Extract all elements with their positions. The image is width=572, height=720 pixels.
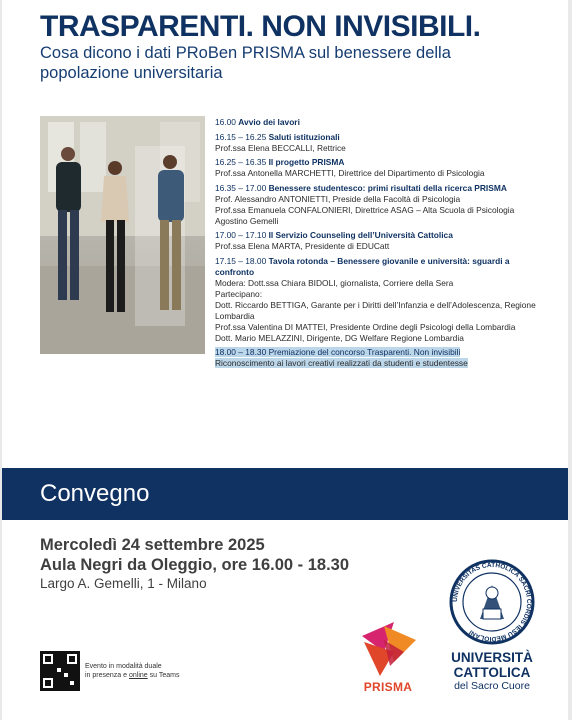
agenda-time: 16.35 – 17.00 <box>215 182 267 193</box>
qr-note-line-1: Evento in modalità duale <box>85 663 162 670</box>
subtitle-line-2: popolazione universitaria <box>40 64 223 82</box>
agenda-moderator: Modera: Dott.ssa Chiara BIDOLI, giornalista, Corriere della Sera <box>215 277 454 288</box>
agenda-speaker: Prof.ssa Elena BECCALLI, Rettrice <box>215 142 346 153</box>
qr-note <box>85 662 179 680</box>
agenda-speaker: Dott. Riccardo BETTIGA, Garante per i Diritti dell’Infanzia e dell’Adolescenza, Regione Lombardia <box>215 299 536 321</box>
university-name <box>444 650 540 680</box>
qr-note-suffix: su Teams <box>147 672 180 679</box>
agenda-speaker: Prof.ssa Elena MARTA, Presidente di EDUCatt <box>215 241 390 251</box>
agenda-item <box>215 157 545 179</box>
convegno-banner <box>2 468 568 520</box>
agenda-speaker: Prof.ssa Valentina DI MATTEI, Presidente Ordine degli Psicologi della Lombardia <box>215 321 516 332</box>
agenda-speaker: Prof.ssa Antonella MARCHETTI, Direttrice del Dipartimento di Psicologia <box>215 168 485 178</box>
agenda-time: 17.00 – 17.10 <box>215 230 267 240</box>
university-line-1: UNIVERSITÀ <box>451 650 533 665</box>
banner-label: Convegno <box>40 480 150 507</box>
agenda-title: Saluti istituzionali <box>268 131 340 142</box>
agenda-description: Riconoscimento ai lavori creativi realizzati da studenti e studentesse <box>215 358 468 368</box>
flyer-page <box>2 0 568 720</box>
agenda-speaker: Dott. Mario MELAZZINI, Dirigente, DG Welfare Regione Lombardia <box>215 332 464 343</box>
university-seal-icon <box>449 559 535 645</box>
subtitle-line-1: Cosa dicono i dati PRoBen PRISMA sul benessere della <box>40 44 451 62</box>
event-title: TRASPARENTI. NON INVISIBILI. <box>40 10 481 43</box>
university-line-2: CATTOLICA <box>453 665 531 680</box>
agenda-item <box>215 117 545 128</box>
agenda-time: 16.25 – 16.35 <box>215 157 267 167</box>
online-link[interactable]: online <box>128 672 148 679</box>
students-photo <box>40 116 205 354</box>
agenda <box>215 117 545 373</box>
agenda-speaker: Prof.ssa Emanuela CONFALONIERI, Direttrice ASAG – Alta Scuola di Psicologia <box>215 204 515 215</box>
agenda-title: Il progetto PRISMA <box>268 157 345 167</box>
agenda-item-highlighted <box>215 347 545 369</box>
event-place: Aula Negri da Oleggio, ore 16.00 - 18.30 <box>40 556 350 574</box>
university-line-3: del Sacro Cuore <box>454 680 530 692</box>
seal-text: UNIVERSITAS CATHOLICA SACRI CORDIS IESU MEDIOLANI <box>451 561 533 643</box>
agenda-speaker: Agostino Gemelli <box>215 215 279 226</box>
event-subtitle <box>40 43 560 83</box>
prisma-wordmark: PRISMA <box>363 680 413 694</box>
event-address: Largo A. Gemelli, 1 - Milano <box>40 576 207 591</box>
agenda-item <box>215 132 545 154</box>
agenda-title: Tavola rotonda – Benessere giovanile e università: sguardi a confronto <box>215 255 510 277</box>
qr-note-line-2 <box>85 671 179 680</box>
event-date: Mercoledì 24 settembre 2025 <box>40 536 265 554</box>
agenda-time: 16.15 – 16.25 <box>215 131 267 142</box>
agenda-time: 18.00 – 18.30 <box>215 347 267 357</box>
qr-note-prefix: in presenza e <box>85 672 129 679</box>
qr-code-icon[interactable] <box>40 651 80 691</box>
agenda-time: 16.00 <box>215 117 236 127</box>
agenda-item <box>215 183 545 227</box>
agenda-title: Premiazione del concorso Trasparenti. Non invisibili <box>268 347 461 357</box>
agenda-item <box>215 230 545 252</box>
highlight-mark <box>215 347 460 357</box>
agenda-participants-label: Partecipano: <box>215 288 263 299</box>
agenda-title: Benessere studentesco: primi risultati della ricerca PRISMA <box>268 182 507 193</box>
agenda-speaker: Prof. Alessandro ANTONIETTI, Preside della Facoltà di Psicologia <box>215 193 461 204</box>
agenda-title: Il Servizio Counseling dell’Università Cattolica <box>268 230 453 240</box>
prisma-logo-icon <box>354 618 420 680</box>
agenda-item <box>215 256 545 344</box>
agenda-time: 17.15 – 18.00 <box>215 255 267 266</box>
agenda-title: Avvio dei lavori <box>238 117 300 127</box>
